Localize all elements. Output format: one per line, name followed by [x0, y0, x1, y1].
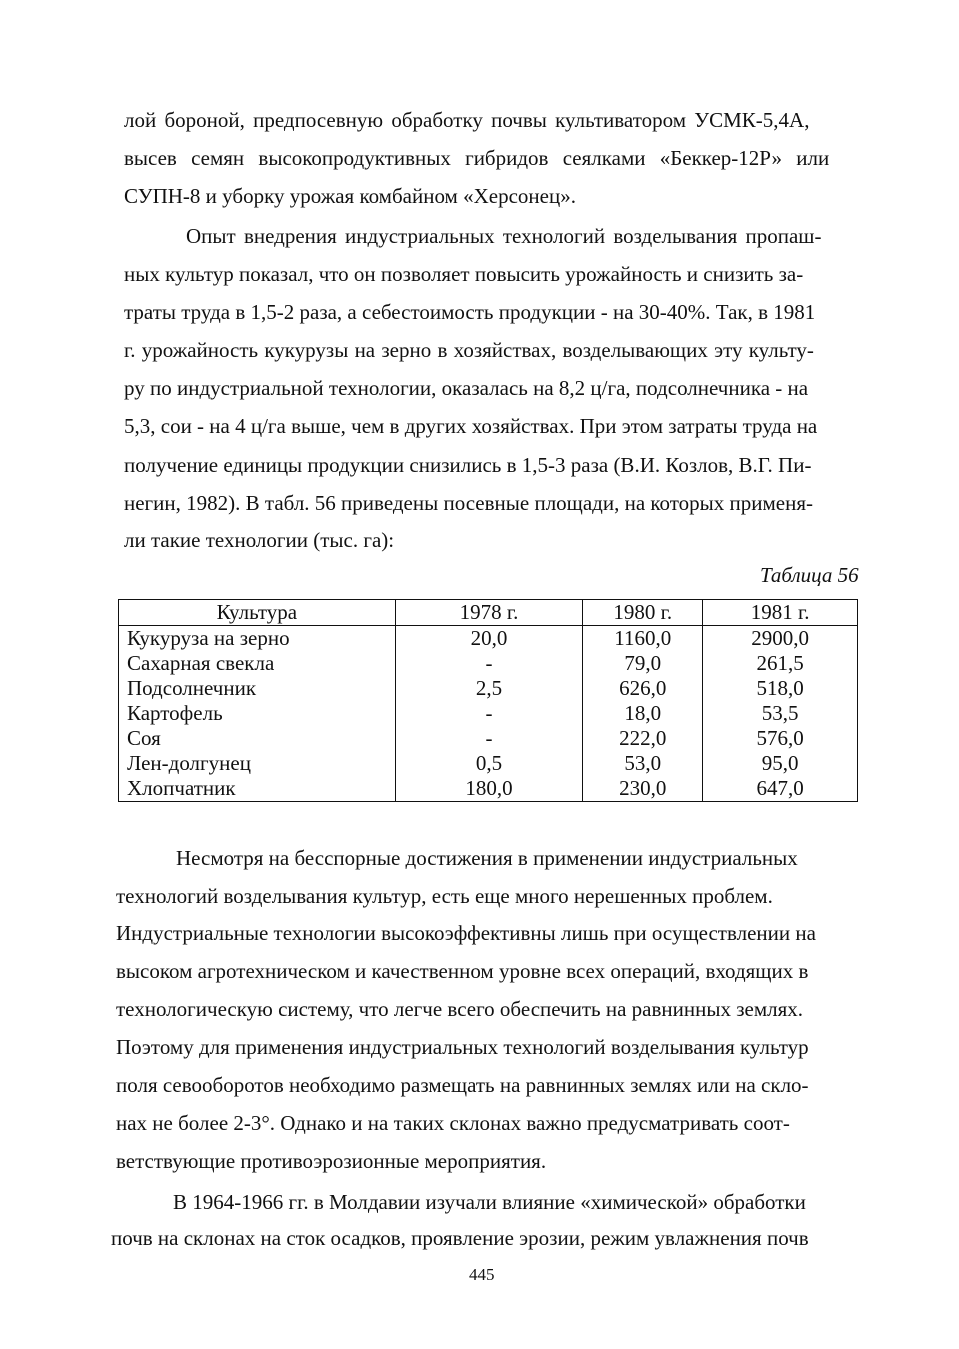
- value-1980: 79,0: [583, 651, 703, 676]
- value-1980: 626,0: [583, 676, 703, 701]
- text-line: технологий возделывания культур, есть еще много нерешенных проблем.: [116, 884, 773, 908]
- value-1981: 95,0: [703, 751, 858, 776]
- value-1980: 222,0: [583, 726, 703, 751]
- text-line: высоком агротехническом и качественном уровне всех операций, входящих в: [116, 959, 809, 983]
- text-line: ру по индустриальной технологии, оказалась на 8,2 ц/га, подсолнечника - на: [124, 376, 809, 400]
- text-line: Опыт внедрения индустриальных технологий возделывания пропаш-: [186, 224, 822, 248]
- value-1981: 647,0: [703, 776, 858, 802]
- text-line: Индустриальные технологии высокоэффективны лишь при осуществлении на: [116, 921, 816, 945]
- value-1980: 53,0: [583, 751, 703, 776]
- text-line: Поэтому для применения индустриальных технологий возделывания культур: [116, 1035, 809, 1059]
- text-line: поля севооборотов необходимо размещать на равнинных землях или на скло-: [116, 1073, 809, 1097]
- text-line: почв на склонах на сток осадков, проявление эрозии, режим увлажнения почв: [111, 1226, 809, 1250]
- value-1981: 261,5: [703, 651, 858, 676]
- value-1978: 0,5: [395, 751, 583, 776]
- table-row: [119, 676, 858, 701]
- text-line: ли такие технологии (тыс. га):: [124, 528, 395, 552]
- text-line: нах не более 2-3°. Однако и на таких склонах важно предусматривать соот-: [116, 1111, 790, 1135]
- value-1978: 2,5: [395, 676, 583, 701]
- value-1978: 20,0: [395, 626, 583, 652]
- column-header-1978: 1978 г.: [395, 600, 583, 626]
- text-line: негин, 1982). В табл. 56 приведены посевные площади, на которых применя-: [124, 491, 813, 515]
- column-header-1981: 1981 г.: [703, 600, 858, 626]
- text-line: высев семян высокопродуктивных гибридов сеялками «Беккер-12Р» или: [124, 146, 830, 170]
- page-number: 445: [469, 1265, 495, 1284]
- value-1980: 1160,0: [583, 626, 703, 652]
- value-1981: 2900,0: [703, 626, 858, 652]
- table-row: [119, 751, 858, 776]
- crop-name: Подсолнечник: [119, 676, 396, 701]
- text-line: 5,3, сои - на 4 ц/га выше, чем в других хозяйствах. При этом затраты труда на: [124, 414, 818, 438]
- value-1980: 230,0: [583, 776, 703, 802]
- value-1978: -: [395, 701, 583, 726]
- value-1980: 18,0: [583, 701, 703, 726]
- table-row: [119, 651, 858, 676]
- table-row: [119, 776, 858, 802]
- column-header-1980: 1980 г.: [583, 600, 703, 626]
- crop-name: Сахарная свекла: [119, 651, 396, 676]
- value-1981: 576,0: [703, 726, 858, 751]
- table-row: [119, 701, 858, 726]
- value-1978: -: [395, 651, 583, 676]
- sown-area-table: [118, 599, 858, 802]
- text-line: лой бороной, предпосевную обработку почвы культиватором УСМК-5,4А,: [124, 108, 810, 132]
- table-row: [119, 726, 858, 751]
- table-header-row: [119, 600, 858, 626]
- text-line: получение единицы продукции снизились в 1,5-3 раза (В.И. Козлов, В.Г. Пи-: [124, 453, 812, 477]
- table-caption: Таблица 56: [760, 563, 859, 587]
- text-line: траты труда в 1,5-2 раза, а себестоимость продукции - на 30-40%. Так, в 1981: [124, 300, 816, 324]
- crop-name: Кукуруза на зерно: [119, 626, 396, 652]
- value-1978: 180,0: [395, 776, 583, 802]
- value-1981: 53,5: [703, 701, 858, 726]
- crop-name: Лен-долгунец: [119, 751, 396, 776]
- crop-name: Соя: [119, 726, 396, 751]
- table-row: [119, 626, 858, 652]
- value-1981: 518,0: [703, 676, 858, 701]
- text-line: ветствующие противоэрозионные мероприятия.: [116, 1149, 547, 1173]
- text-line: ных культур показал, что он позволяет повысить урожайность и снизить за-: [124, 262, 804, 286]
- crop-name: Картофель: [119, 701, 396, 726]
- text-line: г. урожайность кукурузы на зерно в хозяйствах, возделывающих эту культу-: [124, 338, 814, 362]
- text-line: СУПН-8 и уборку урожая комбайном «Херсонец».: [124, 184, 576, 208]
- value-1978: -: [395, 726, 583, 751]
- text-line: В 1964-1966 гг. в Молдавии изучали влияние «химической» обработки: [173, 1190, 806, 1214]
- text-line: Несмотря на бесспорные достижения в применении индустриальных: [176, 846, 798, 870]
- crop-name: Хлопчатник: [119, 776, 396, 802]
- text-line: технологическую систему, что легче всего обеспечить на равнинных землях.: [116, 997, 804, 1021]
- column-header-crop: Культура: [119, 600, 396, 626]
